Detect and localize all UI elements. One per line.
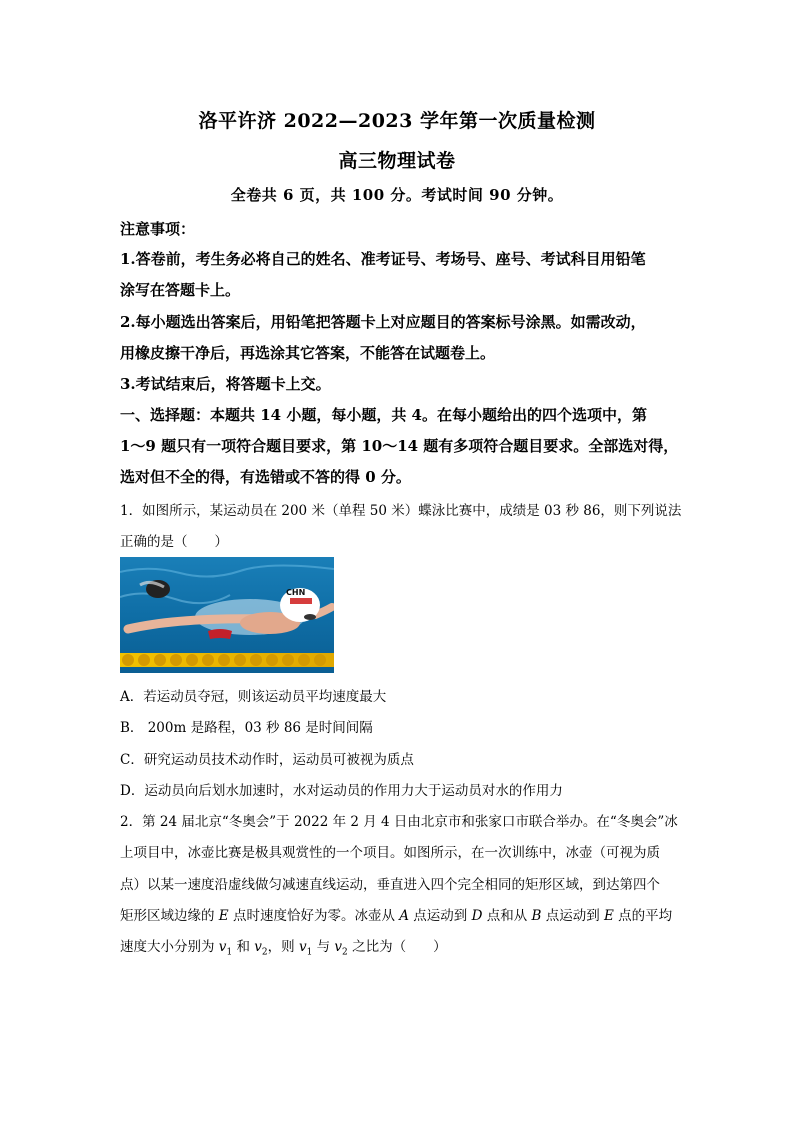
question-1-stem-line-1: 1．如图所示，某运动员在 200 米（单程 50 米）蝶泳比赛中，成绩是 03 秒 86，则下列说法: [120, 503, 682, 519]
notice-item-2-line-1: 2.每小题选出答案后，用铅笔把答题卡上对应题目的答案标号涂黑。如需改动，: [120, 313, 646, 331]
exam-subtitle: 高三物理试卷: [338, 150, 456, 172]
text-segment: 之比为（ ）: [347, 939, 447, 955]
subscript-2: 2: [342, 947, 348, 958]
exam-info: 全卷共 6 页，共 100 分。考试时间 90 分钟。: [230, 186, 564, 204]
text-segment: 点和从: [482, 908, 532, 924]
text-segment: 矩形区域边缘的: [120, 908, 219, 924]
point-b-var: B: [531, 908, 542, 924]
question-1-stem-line-2: 正确的是（ ）: [120, 534, 228, 550]
section-1-line-1: 一、选择题：本题共 14 小题，每小题，共 4。在每小题给出的四个选项中，第: [120, 406, 647, 424]
section-1-line-2: 1～9 题只有一项符合题目要求，第 10～14 题有多项符合题目要求。全部选对得，: [120, 437, 679, 455]
text-segment: 与: [312, 939, 335, 955]
question-1-option-d: D．运动员向后划水加速时，水对运动员的作用力大于运动员对水的作用力: [120, 783, 563, 799]
question-2-line-3: 点）以某一速度沿虚线做匀减速直线运动，垂直进入四个完全相同的矩形区域，到达第四个: [120, 877, 660, 893]
point-e-var: E: [218, 908, 229, 924]
text-segment: 速度大小分别为: [120, 939, 219, 955]
text-segment: 点运动到: [541, 908, 605, 924]
question-2-line-2: 上项目中，冰壶比赛是极具观赏性的一个项目。如图所示，在一次训练中，冰壶（可视为质: [120, 845, 660, 861]
notice-item-1-line-1: 1.答卷前，考生务必将自己的姓名、准考证号、考场号、座号、考试科目用铅笔: [120, 250, 646, 268]
text-segment: 和: [232, 939, 255, 955]
notice-heading: 注意事项：: [120, 220, 196, 238]
velocity-var: v: [334, 939, 343, 955]
exam-title: 洛平许济 2022—2023 学年第一次质量检测: [198, 110, 596, 132]
subscript-1: 1: [226, 947, 233, 958]
notice-item-3: 3.考试结束后，将答题卡上交。: [120, 375, 331, 393]
swimmer-photo: [120, 557, 334, 673]
velocity-var: v: [254, 939, 262, 955]
subscript-2: 2: [261, 947, 268, 958]
text-segment: 点运动到: [409, 908, 472, 924]
question-1-option-b: B． 200m 是路程，03 秒 86 是时间间隔: [120, 720, 373, 736]
question-2-line-4: [120, 904, 680, 924]
notice-item-2-line-2: 用橡皮擦干净后，再选涂其它答案，不能答在试题卷上。: [120, 344, 496, 362]
text-segment: 点时速度恰好为零。冰壶从: [228, 908, 400, 924]
subscript-1: 1: [306, 947, 313, 958]
question-1-option-c: C．研究运动员技术动作时，运动员可被视为质点: [120, 752, 414, 768]
text-segment: 点的平均: [613, 908, 673, 924]
notice-item-1-line-2: 涂写在答题卡上。: [120, 281, 241, 299]
point-d-var: D: [471, 908, 483, 924]
question-2-line-5: [120, 935, 680, 958]
text-segment: ，则: [267, 939, 299, 955]
question-1-option-a: A．若运动员夺冠，则该运动员平均速度最大: [120, 689, 387, 705]
point-a-var: A: [399, 908, 409, 924]
swim-cap-text: CHN: [286, 588, 306, 597]
question-2-line-1: 2．第 24 届北京“冬奥会”于 2022 年 2 月 4 日由北京市和张家口市联合举办。在“冬奥会”冰: [120, 814, 678, 830]
section-1-line-3: 选对但不全的得，有选错或不答的得 0 分。: [120, 468, 411, 486]
point-e-var: E: [604, 908, 614, 924]
velocity-var: v: [298, 939, 307, 955]
velocity-var: v: [218, 939, 227, 955]
